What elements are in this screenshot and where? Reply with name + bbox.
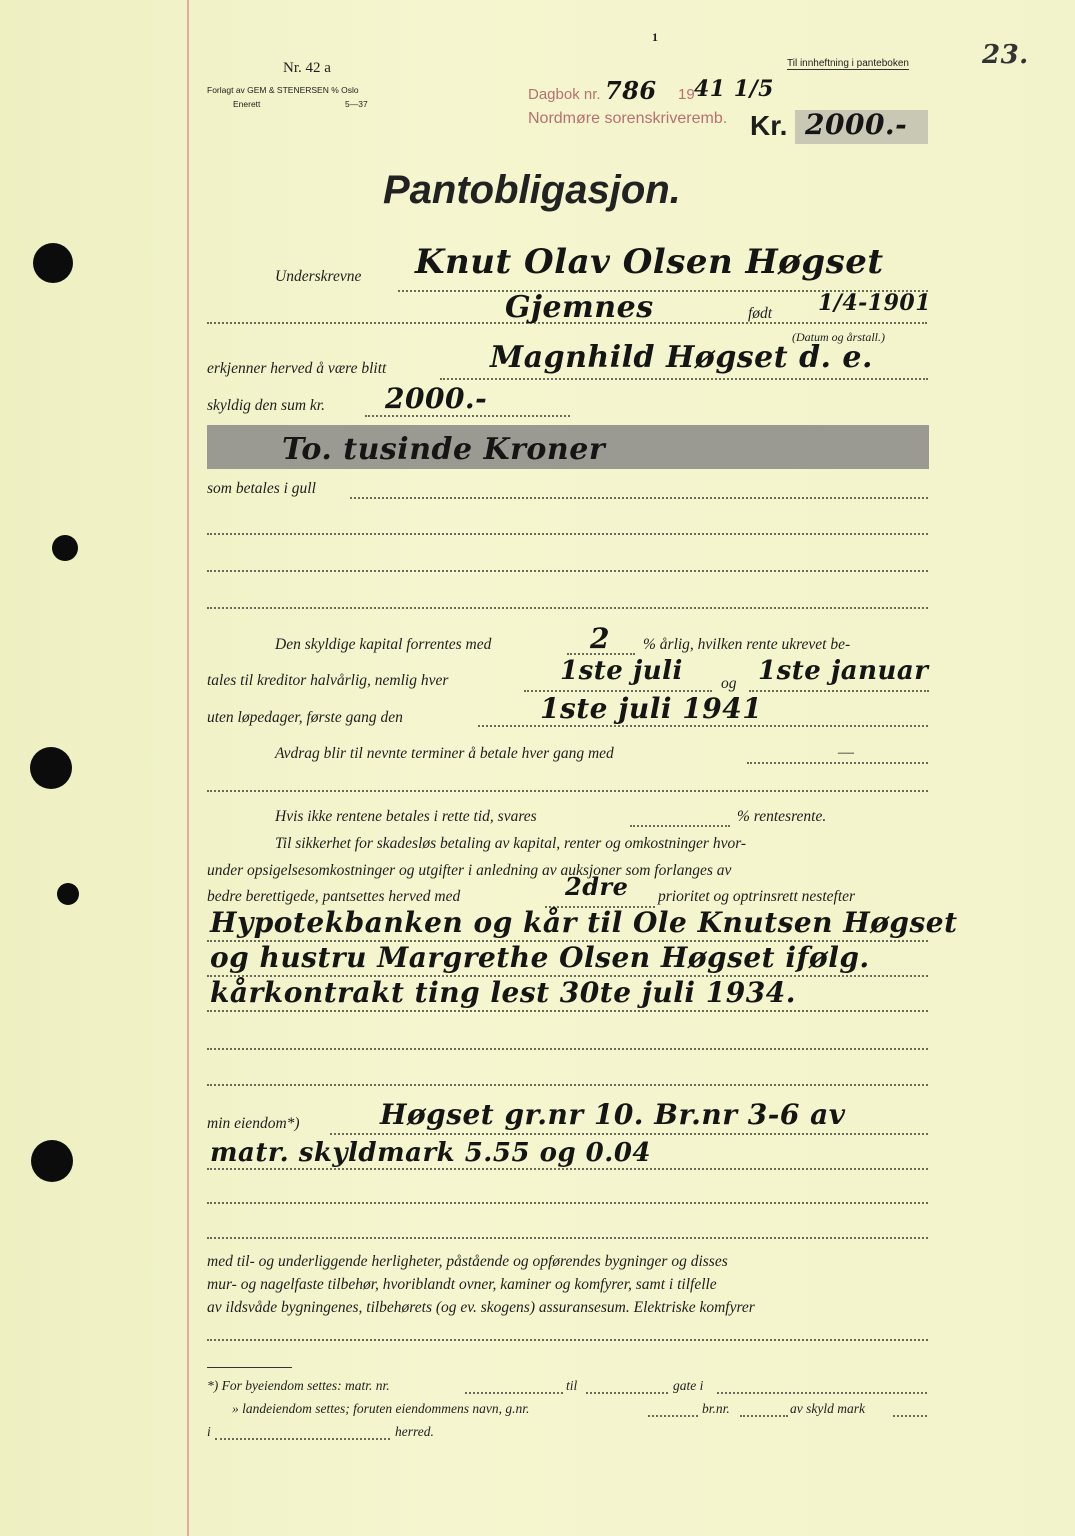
security-hand-1: Hypotekbanken og kår til Ole Knutsen Høgset bbox=[210, 906, 958, 939]
binding-note: Til innheftning i panteboken bbox=[787, 58, 909, 69]
installment-text: Avdrag blir til nevnte terminer å betale hver gang med bbox=[275, 745, 614, 762]
dagbok-number: 786 bbox=[605, 76, 657, 105]
property-line-2 bbox=[207, 1168, 928, 1170]
sum-value: 2000.- bbox=[385, 382, 488, 415]
creditor-value: Magnhild Høgset d. e. bbox=[490, 340, 873, 375]
creditor-label: erkjenner herved å være blitt bbox=[207, 360, 387, 377]
page-number: 23. bbox=[982, 40, 1029, 70]
born-place: Gjemnes bbox=[505, 290, 654, 325]
interest-text-1b: % årlig, hvilken rente ukrevet be- bbox=[643, 636, 851, 653]
blank-line bbox=[207, 790, 928, 792]
creditor-line bbox=[440, 378, 928, 380]
footnote-1b: til bbox=[566, 1378, 578, 1393]
blank-line bbox=[207, 1237, 928, 1239]
sum-line bbox=[365, 415, 570, 417]
interest-text-3: uten løpedager, første gang den bbox=[207, 709, 403, 726]
security-text-3a: bedre berettigede, pantsettes herved med bbox=[207, 888, 461, 905]
footnote-line bbox=[586, 1392, 668, 1394]
first-date-line bbox=[478, 725, 928, 727]
publisher-date: 5—37 bbox=[345, 99, 368, 109]
interest-text-1a: Den skyldige kapital forrentes med bbox=[275, 636, 492, 653]
footnote-line bbox=[717, 1392, 927, 1394]
office-stamp: Nordmøre sorenskriveremb. bbox=[528, 110, 728, 127]
top-mark: 1 bbox=[652, 30, 658, 44]
footnote-1c: gate i bbox=[673, 1378, 704, 1393]
footnote-rule bbox=[207, 1367, 292, 1368]
blank-line bbox=[207, 1048, 928, 1050]
property-label: min eiendom*) bbox=[207, 1115, 300, 1132]
late-interest-line bbox=[630, 825, 730, 827]
margin-rule bbox=[187, 0, 189, 1536]
blank-line bbox=[207, 570, 928, 572]
kr-label: Kr. bbox=[750, 110, 788, 141]
property-hand-1: Høgset gr.nr 10. Br.nr 3-6 av bbox=[380, 1098, 846, 1131]
blank-line bbox=[207, 607, 928, 609]
security-text-3b: prioritet og optrinsrett nestefter bbox=[658, 888, 856, 905]
interest-rate: 2 bbox=[590, 622, 610, 655]
closing-text-1: med til- og underliggende herligheter, påstående og opførendes bygninger og disses bbox=[207, 1253, 728, 1270]
publisher-enerett: Enerett bbox=[233, 99, 261, 109]
interest-date1: 1ste juli bbox=[560, 656, 683, 686]
interest-text-2a: tales til kreditor halvårlig, nemlig hver bbox=[207, 672, 449, 689]
document-title: Pantobligasjon. bbox=[383, 168, 681, 212]
born-hint: (Datum og årstall.) bbox=[792, 330, 885, 344]
installment-line bbox=[747, 762, 928, 764]
closing-text-2: mur- og nagelfaste tilbehør, hvoriblandt ovner, kaminer og komfyrer, samt i tilfelle bbox=[207, 1276, 717, 1293]
interest-date2-line bbox=[749, 690, 929, 692]
property-hand-2: matr. skyldmark 5.55 og 0.04 bbox=[210, 1138, 651, 1168]
security-hand-3: kårkontrakt ting lest 30te juli 1934. bbox=[210, 976, 796, 1009]
footnote-3a: i bbox=[207, 1424, 211, 1439]
form-number: Nr. 42 a bbox=[283, 60, 331, 76]
publisher-line: Forlagt av GEM & STENERSEN % Oslo bbox=[207, 85, 359, 95]
property-line-1 bbox=[330, 1133, 928, 1135]
security-text-1: Til sikkerhet for skadesløs betaling av kapital, renter og omkostninger hvor- bbox=[275, 835, 747, 852]
punch-hole bbox=[31, 1140, 73, 1182]
undersigned-value: Knut Olav Olsen Høgset bbox=[415, 242, 884, 282]
undersigned-label: Underskrevne bbox=[275, 268, 362, 285]
security-text-2: under opsigelsesomkostninger og utgifter i anledning av auksjoner som forlanges av bbox=[207, 862, 732, 879]
gold-label: som betales i gull bbox=[207, 480, 316, 497]
born-label: født bbox=[748, 305, 773, 322]
footnote-3b: herred. bbox=[395, 1424, 434, 1439]
late-interest-suffix: % rentesrente. bbox=[737, 808, 827, 825]
punch-hole bbox=[30, 747, 72, 789]
punch-hole bbox=[57, 883, 79, 905]
blank-line bbox=[207, 1202, 928, 1204]
security-hand-line-3 bbox=[207, 1010, 928, 1012]
interest-date2: 1ste januar bbox=[758, 656, 929, 686]
footnote-line bbox=[893, 1415, 927, 1417]
footnote-line bbox=[740, 1415, 788, 1417]
footnote-2c: av skyld mark bbox=[790, 1401, 865, 1416]
blank-line bbox=[207, 533, 928, 535]
punch-hole bbox=[52, 535, 78, 561]
dagbok-year-printed: 19 bbox=[678, 86, 695, 103]
blank-line bbox=[207, 1339, 928, 1341]
sum-words: To. tusinde Kroner bbox=[282, 432, 606, 467]
footnote-2b: br.nr. bbox=[702, 1401, 730, 1416]
late-interest-text: Hvis ikke rentene betales i rette tid, svares bbox=[275, 808, 537, 825]
footnote-1a: *) For byeiendom settes: matr. nr. bbox=[207, 1378, 390, 1393]
installment-value: — bbox=[838, 744, 854, 761]
dagbok-date: 41 1/5 bbox=[694, 76, 774, 102]
kr-value: 2000.- bbox=[805, 108, 908, 141]
footnote-line bbox=[215, 1438, 390, 1440]
footnote-2a: » landeiendom settes; foruten eiendommens navn, g.nr. bbox=[232, 1401, 530, 1416]
interest-og: og bbox=[721, 675, 737, 692]
gold-line bbox=[350, 497, 928, 499]
first-date: 1ste juli 1941 bbox=[540, 692, 763, 725]
punch-hole bbox=[33, 243, 73, 283]
footnote-line bbox=[648, 1415, 698, 1417]
sum-label: skyldig den sum kr. bbox=[207, 397, 325, 414]
security-hand-2: og hustru Margrethe Olsen Høgset ifølg. bbox=[210, 941, 870, 974]
dagbok-label: Dagbok nr. bbox=[528, 86, 601, 103]
closing-text-3: av ildsvåde bygningenes, tilbehørets (og ev. skogens) assuransesum. Elektriske komfyrer bbox=[207, 1299, 755, 1316]
born-date: 1/4-1901 bbox=[818, 290, 932, 316]
blank-line bbox=[207, 1084, 928, 1086]
footnote-line bbox=[465, 1392, 563, 1394]
priority-value: 2dre bbox=[565, 872, 629, 901]
